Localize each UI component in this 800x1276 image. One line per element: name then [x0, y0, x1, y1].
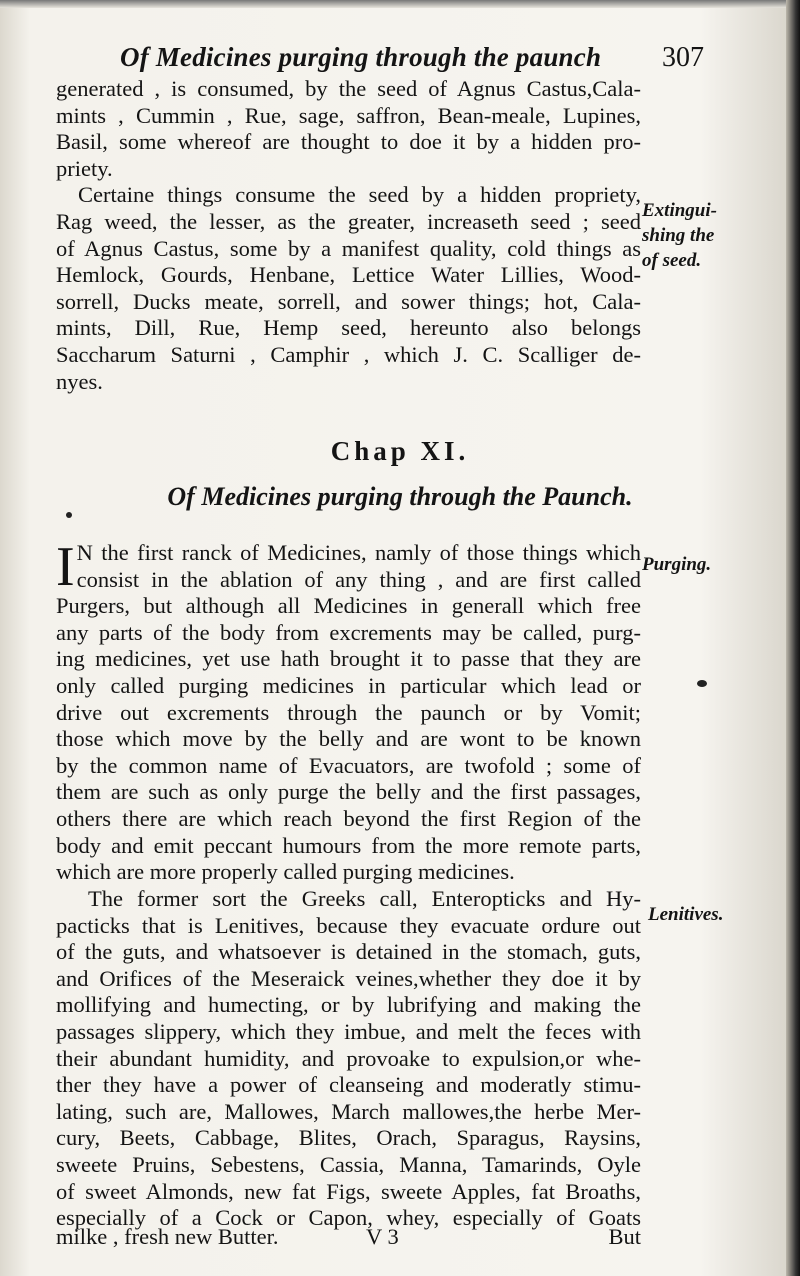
text-line: them are such as only purge the belly and the first passages, [56, 779, 641, 805]
text-line: of Agnus Castus, some by a manifest quality, cold things as [56, 235, 641, 261]
margin-note-extinguishing: Extingui- shing the of seed. [642, 200, 717, 271]
text-line: lating, such are, Mallowes, March mallowes,the herbe Mer- [56, 1098, 641, 1124]
text-line: mollifying and humecting, or by lubrifying and making the [56, 992, 641, 1018]
ink-blot [66, 512, 72, 518]
drop-capital: I [56, 536, 75, 598]
text-line: especially of a Cock or Capon, whey, especially of Goats [56, 1205, 641, 1231]
text-line: pacticks that is Lenitives, because they evacuate ordure out [56, 912, 641, 938]
page-number: 307 [662, 42, 704, 73]
body-paragraph-2 [56, 886, 641, 1232]
text-line: drive out excrements through the paunch or by Vomit; [56, 699, 641, 725]
margin-note-purging: Purging. [642, 554, 712, 575]
catchword: But [608, 1224, 641, 1249]
text-line: passages slippery, which they imbue, and melt the feces with [56, 1018, 641, 1044]
text-line: which are more properly called purging medicines. [56, 859, 515, 885]
text-line: of sweet Almonds, new fat Figs, sweete Apples, fat Broaths, [56, 1178, 641, 1204]
text-line: body and emit peccant humours from the more remote parts, [56, 832, 641, 858]
text-line: Basil, some whereof are thought to doe it by a hidden pro- [56, 129, 641, 155]
body-paragraph-1 [56, 536, 641, 886]
top-text-block [56, 76, 641, 395]
text-line: generated , is consumed, by the seed of Agnus Castus,Cala- [56, 76, 641, 101]
text-line: sorrell, Ducks meate, sorrell, and sower things; hot, Cala- [56, 288, 641, 314]
text-line: mints, Dill, Rue, Hemp seed, hereunto also belongs [56, 315, 641, 341]
text-line: N the first ranck of Medicines, namly of those things which [76, 540, 641, 565]
text-line: of the guts, and whatsoever is detained in the stomach, guts, [56, 939, 641, 965]
text-line: Rag weed, the lesser, as the greater, increaseth seed ; seed [56, 208, 641, 234]
margin-note-lenitives: Lenitives. [648, 904, 724, 925]
text-line: their abundant humidity, and provoake to expulsion,or whe- [56, 1045, 641, 1071]
text-line: ing medicines, yet use hath brought it to passe that they are [56, 646, 641, 672]
text-line: only called purging medicines in particular which lead or [56, 672, 641, 698]
text-line: any parts of the body from excrements may be called, purg- [56, 619, 641, 645]
text-line: Certaine things consume the seed by a hidden propriety, [78, 182, 641, 208]
page-top-edge [0, 0, 800, 8]
signature-mark: V 3 [366, 1224, 399, 1249]
chapter-title: Chap XI. [330, 436, 470, 466]
text-line: others there are which reach beyond the first Region of the [56, 805, 641, 831]
page-binding-edge [786, 0, 800, 1276]
ink-blot [697, 680, 707, 687]
text-line: by the common name of Evacuators, are twofold ; some of [56, 752, 641, 778]
text-line: mints , Cummin , Rue, sage, saffron, Bean-meale, Lupines, [56, 102, 641, 128]
text-line: Saccharum Saturni , Camphir , which J. C. Scalliger de- [56, 341, 641, 367]
running-title: Of Medicines purging through the paunch [120, 42, 602, 72]
text-line: ther they have a power of cleanseing and moderatly stimu- [56, 1072, 641, 1098]
page-footer [56, 1224, 641, 1250]
footer-last-line: milke , fresh new Butter. [56, 1224, 279, 1249]
text-line: and Orifices of the Meseraick veines,whether they doe it by [56, 965, 641, 991]
text-line: Hemlock, Gourds, Henbane, Lettice Water Lillies, Wood- [56, 262, 641, 288]
text-line: The former sort the Greeks call, Enteropticks and Hy- [88, 886, 641, 911]
text-line: cury, Beets, Cabbage, Blites, Orach, Sparagus, Raysins, [56, 1125, 641, 1151]
text-line: those which move by the belly and are wont to be known [56, 726, 641, 752]
text-line: sweete Pruins, Sebestens, Cassia, Manna, Tamarinds, Oyle [56, 1151, 641, 1177]
text-line: consist in the ablation of any thing , and are first called [76, 566, 641, 592]
text-line: Purgers, but although all Medicines in generall which free [56, 593, 641, 619]
text-line: nyes. [56, 368, 103, 394]
text-line: priety. [56, 155, 113, 181]
chapter-subtitle: Of Medicines purging through the Paunch. [167, 482, 633, 511]
